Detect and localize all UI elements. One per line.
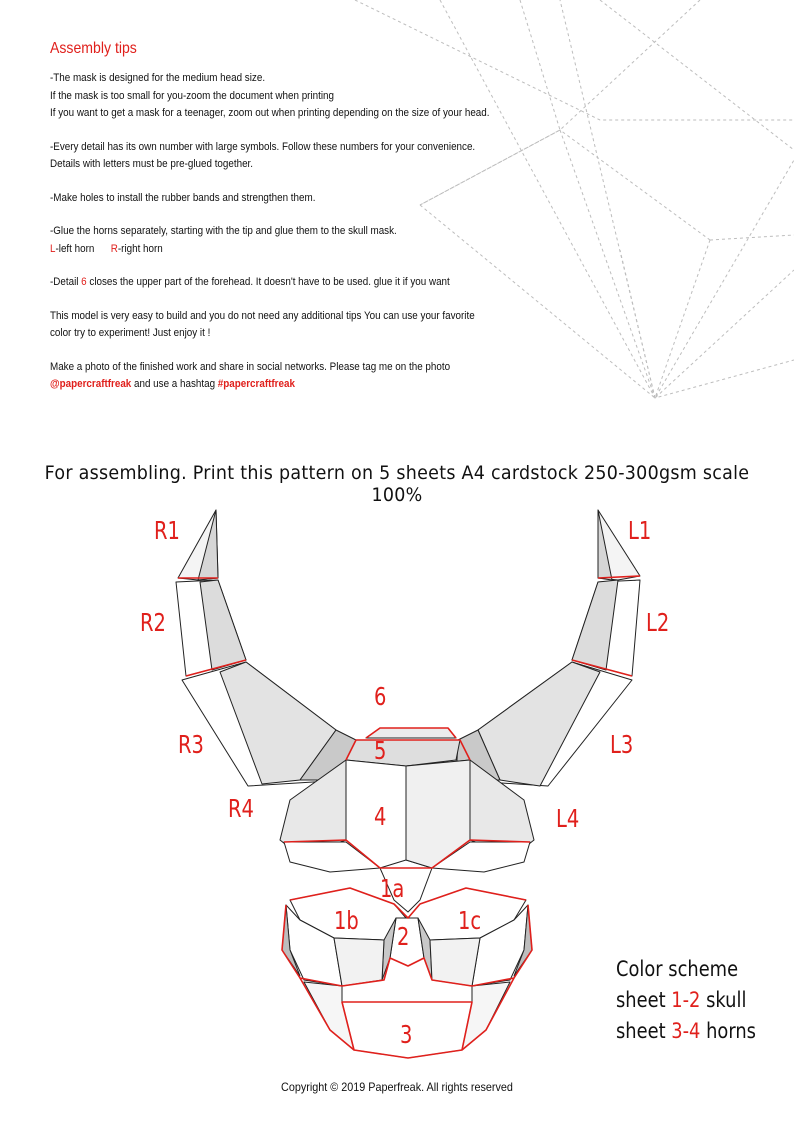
label-l4: L4	[556, 804, 580, 833]
label-l3: L3	[610, 730, 634, 759]
label-r4: R4	[228, 794, 254, 823]
label-r3: R3	[178, 730, 204, 759]
color-scheme-title: Color scheme	[616, 957, 739, 981]
color-scheme-legend	[616, 954, 756, 1047]
social-hashtag: #papercraftfreak	[217, 378, 295, 390]
label-1b: 1b	[334, 906, 359, 935]
assembly-tips-heading: Assembly tips	[50, 40, 137, 57]
tip-detail-6: -Detail 6 closes the upper part of the forehead. It doesn't have to be used. glue it if you want	[50, 276, 450, 288]
label-1c: 1c	[458, 906, 482, 935]
tip-share: Make a photo of the finished work and share in social networks. Please tag me on the photo @papercraftfreak and use a hashtag #papercraftfreak	[50, 360, 451, 390]
label-5: 5	[374, 736, 387, 765]
print-instructions-headline: For assembling. Print this pattern on 5 sheets A4 cardstock 250-300gsm scale 100%	[44, 462, 750, 506]
label-6: 6	[374, 682, 387, 711]
label-3: 3	[400, 1020, 413, 1049]
label-l1: L1	[628, 516, 652, 545]
tip-head-size: -The mask is designed for the medium head size. If the mask is too small for you-zoom the document when printing If you want to get a mask for a teenager, zoom out when printing depending on the size of your head.	[50, 72, 490, 119]
color-scheme-skull: sheet 1-2 skull	[616, 988, 747, 1012]
tip-horns: -Glue the horns separately, starting with the tip and glue them to the skull mask. L-left horn R-right horn	[50, 225, 397, 255]
label-r1: R1	[154, 516, 180, 545]
label-r2: R2	[140, 608, 166, 637]
social-handle: @papercraftfreak	[50, 378, 132, 390]
tip-holes: -Make holes to install the rubber bands and strengthen them.	[50, 191, 316, 204]
color-scheme-horns: sheet 3-4 horns	[616, 1019, 756, 1043]
label-1a: 1a	[380, 874, 405, 903]
tip-numbers: -Every detail has its own number with large symbols. Follow these numbers for your convenience. Details with letters must be pre-glued together.	[50, 140, 476, 170]
label-2: 2	[397, 922, 410, 951]
tip-easy-build: This model is very easy to build and you do not need any additional tips You can use your favorite color try to experiment! Just enjoy it !	[50, 309, 475, 339]
label-4: 4	[374, 802, 387, 831]
label-l2: L2	[646, 608, 670, 637]
copyright: Copyright © 2019 Paperfreak. All rights reserved	[281, 1080, 513, 1094]
